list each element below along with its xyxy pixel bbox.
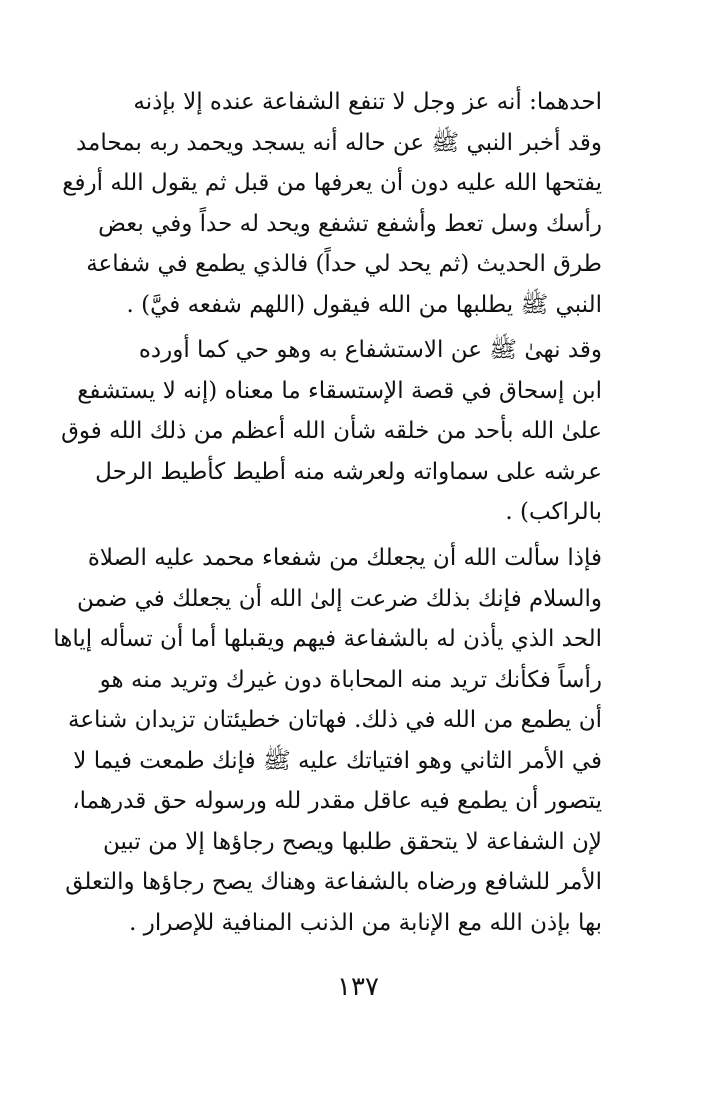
text-line: طرق الحديث (ثم يحد لي حداً) فالذي يطمع في شفاعة (86, 251, 602, 277)
paragraph-2-text (61, 330, 626, 533)
paragraph-1-text (62, 82, 626, 325)
page-number: ١٣٧ (337, 972, 379, 1002)
text-line: في الأمر الثاني وهو افتياتك عليه ﷺ فإنك طمعت فيما لا (73, 747, 602, 774)
text-line: عرشه على سماواته ولعرشه منه أطيط كأطيط الرحل (95, 458, 602, 485)
text-line: رأسك وسل تعط وأشفع تشفع ويحد له حداً وفي بعض (98, 210, 602, 237)
text-line: يتصور أن يطمع فيه عاقل مقدر لله ورسوله حق قدرهما، (72, 788, 602, 814)
text-line: فإذا سألت الله أن يجعلك من شفعاء محمد عليه الصلاة (87, 545, 602, 571)
text-line: ابن إسحاق في قصة الإستسقاء ما معناه (إنه لا يستشفع (77, 377, 602, 404)
paragraph-3 (53, 538, 626, 943)
text-line: بها بإذن الله مع الإنابة من الذنب المنافية للإصرار . (129, 909, 602, 936)
text-line: أن يطمع من الله في ذلك. فهاتان خطيئتان تزيدان شناعة (68, 707, 602, 733)
text-line: الأمر للشافع ورضاه بالشفاعة وهناك يصح رجاؤها والتعلق (65, 869, 602, 895)
text-line: يفتحها الله عليه دون أن يعرفها من قبل ثم يقول الله أرفع (62, 170, 602, 196)
text-line: وقد أخبر النبي ﷺ عن حاله أنه يسجد ويحمد ربه بمحامد (75, 129, 602, 156)
text-line: علىٰ الله بأحد من خلقه شأن الله أعظم من ذلك الله فوق (61, 418, 602, 444)
text-line: الحد الذي يأذن له بالشفاعة فيهم ويقبلها أما أن تسأله إياها (53, 626, 602, 652)
text-line: والسلام فإنك بذلك ضرعت إلىٰ الله أن يجعلك في ضمن (76, 585, 602, 612)
paragraph-2 (61, 330, 626, 533)
text-line: النبي ﷺ يطلبها من الله فيقول (اللهم شفعه فيَّ) . (126, 291, 602, 318)
paragraph-1 (62, 82, 626, 325)
paragraph-3-text (53, 538, 626, 943)
text-line: وقد نهىٰ ﷺ عن الاستشفاع به وهو حي كما أورده (138, 337, 602, 363)
text-line: رأساً فكأنك تريد منه المحاباة دون غيرك وتريد منه هو (99, 666, 602, 693)
text-line: احدهما: أنه عز وجل لا تنفع الشفاعة عنده إلا بإذنه (133, 89, 602, 115)
text-line: لإن الشفاعة لا يتحقق طلبها ويصح رجاؤها إلا من تبين (102, 828, 602, 855)
text-line: بالراكب) . (505, 499, 602, 525)
